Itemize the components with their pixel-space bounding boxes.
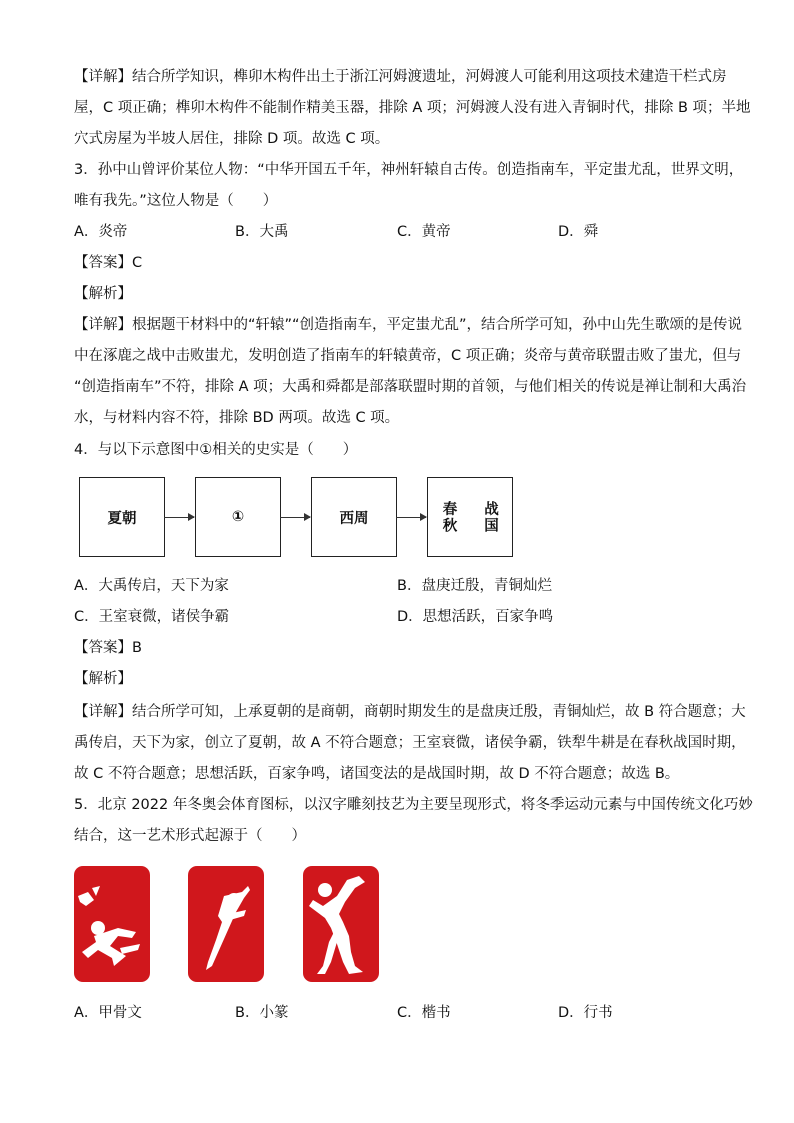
diagram-box-zhanguo: 战国	[469, 477, 513, 557]
question-3-stem: 3．孙中山曾评价某位人物：“中华开国五千年，神州轩辕自古传。创造指南车，平定蚩尤乱，世界文明，	[74, 162, 744, 178]
q4-option-d: D．思想活跃，百家争鸣	[397, 609, 554, 625]
figure-skating-pictogram-icon	[303, 866, 379, 982]
q3-option-b: B．大禹	[235, 224, 289, 240]
explanation-3: 【详解】根据题干材料中的“轩辕”“创造指南车，平定蚩尤乱”，结合所学可知，孙中山先生歌颂的是传说	[74, 317, 743, 333]
q3-option-a: A．炎帝	[74, 224, 128, 240]
arrow-icon	[164, 517, 194, 518]
question-5-stem: 结合，这一艺术形式起源于（ ）	[74, 828, 306, 844]
explanation-3: 中在涿鹿之战中击败蚩尤，发明创造了指南车的轩辕黄帝，C 项正确；炎帝与黄帝联盟击败了蚩尤，但与	[74, 348, 742, 364]
answer-3: 【答案】C	[74, 255, 143, 271]
text-line: 屋，C 项正确；榫卯木构件不能制作精美玉器，排除 A 项；河姆渡人没有进入青铜时代，排除 B 项；半地	[74, 100, 751, 116]
q3-option-c: C．黄帝	[397, 224, 451, 240]
diagram-box-chunqiu: 春秋	[427, 477, 471, 557]
q5-option-c: C．楷书	[397, 1005, 451, 1021]
diagram-box-xia: 夏朝	[79, 477, 165, 557]
q5-option-d: D．行书	[558, 1005, 613, 1021]
explanation-4: 【详解】结合所学可知，上承夏朝的是商朝，商朝时期发生的是盘庚迁殷，青铜灿烂，故 B 符合题意；大	[74, 704, 746, 720]
answer-4: 【答案】B	[74, 640, 142, 656]
diagram-box-xizhou: 西周	[311, 477, 397, 557]
analysis-label: 【解析】	[74, 286, 132, 302]
explanation-3: “创造指南车”不符，排除 A 项；大禹和舜都是部落联盟时期的首领，与他们相关的传说是禅让制和大禹治	[74, 379, 747, 395]
explanation-4: 禹传启，天下为家，创立了夏朝，故 A 不符合题意；王室衰微，诸侯争霸，铁犁牛耕是在春秋战国时期，	[74, 735, 746, 751]
arrow-icon	[396, 517, 426, 518]
text-line: 【详解】结合所学知识，榫卯木构件出土于浙江河姆渡遗址，河姆渡人可能利用这项技术建造干栏式房	[74, 69, 727, 85]
question-4-stem: 4．与以下示意图中①相关的史实是（ ）	[74, 442, 358, 458]
text-line: 穴式房屋为半坡人居住，排除 D 项。故选 C 项。	[74, 131, 390, 147]
analysis-label: 【解析】	[74, 671, 132, 687]
q5-option-a: A．甲骨文	[74, 1005, 142, 1021]
q4-option-b: B．盘庚迁殷，青铜灿烂	[397, 578, 552, 594]
question-3-stem: 唯有我先。”这位人物是（ ）	[74, 193, 278, 209]
ski-jumping-pictogram-icon	[188, 866, 264, 982]
q4-option-c: C．王室衰微，诸侯争霸	[74, 609, 230, 625]
q4-option-a: A．大禹传启，天下为家	[74, 578, 229, 594]
explanation-3: 水，与材料内容不符，排除 BD 两项。故选 C 项。	[74, 410, 400, 426]
q3-option-d: D．舜	[558, 224, 599, 240]
explanation-4: 故 C 不符合题意；思想活跃，百家争鸣，诸国变法的是战国时期，故 D 不符合题意；故选 B。	[74, 766, 680, 782]
q5-option-b: B．小篆	[235, 1005, 289, 1021]
speed-skating-pictogram-icon	[74, 866, 150, 982]
arrow-icon	[280, 517, 310, 518]
diagram-box-blank: ①	[195, 477, 281, 557]
question-5-stem: 5．北京 2022 年冬奥会体育图标，以汉字雕刻技艺为主要呈现形式，将冬季运动元素与中国传统文化巧妙	[74, 797, 753, 813]
